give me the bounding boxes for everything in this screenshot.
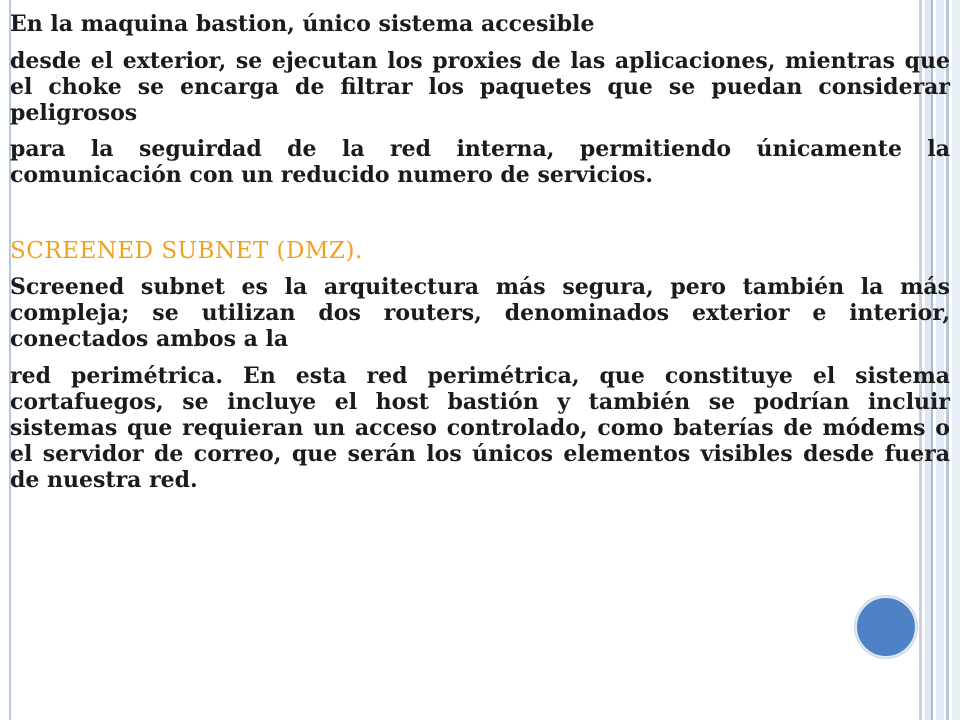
paragraph-proxies: desde el exterior, se ejecutan los proxies de las aplicaciones, mientras que el choke se encarga de filtrar los paquetes que se puedan considerar peligrosos <box>10 48 950 126</box>
paragraph-internal-network: para la seguirdad de la red interna, permitiendo únicamente la comunicación con un reducido numero de servicios. <box>10 136 950 188</box>
paragraph-perimeter-network: red perimétrica. En esta red perimétrica, que constituye el sistema cortafuegos, se incluye el host bastión y también se podrían incluir sistemas que requieran un acceso controlado, como baterías de módems o el servidor de correo, que serán los únicos elementos visibles desde fuera de nuestra red. <box>10 363 950 493</box>
paragraph-bastion: En la maquina bastion, único sistema accesible <box>10 11 595 37</box>
right-decorative-stripe <box>952 0 960 720</box>
paragraph-screened-subnet: Screened subnet es la arquitectura más segura, pero también la más compleja; se utilizan dos routers, denominados exterior e interior, conectados ambos a la <box>10 274 950 352</box>
slide-body <box>10 11 950 493</box>
section-heading: SCREENED SUBNET (DMZ). <box>10 238 363 264</box>
decorative-circle <box>855 596 917 658</box>
